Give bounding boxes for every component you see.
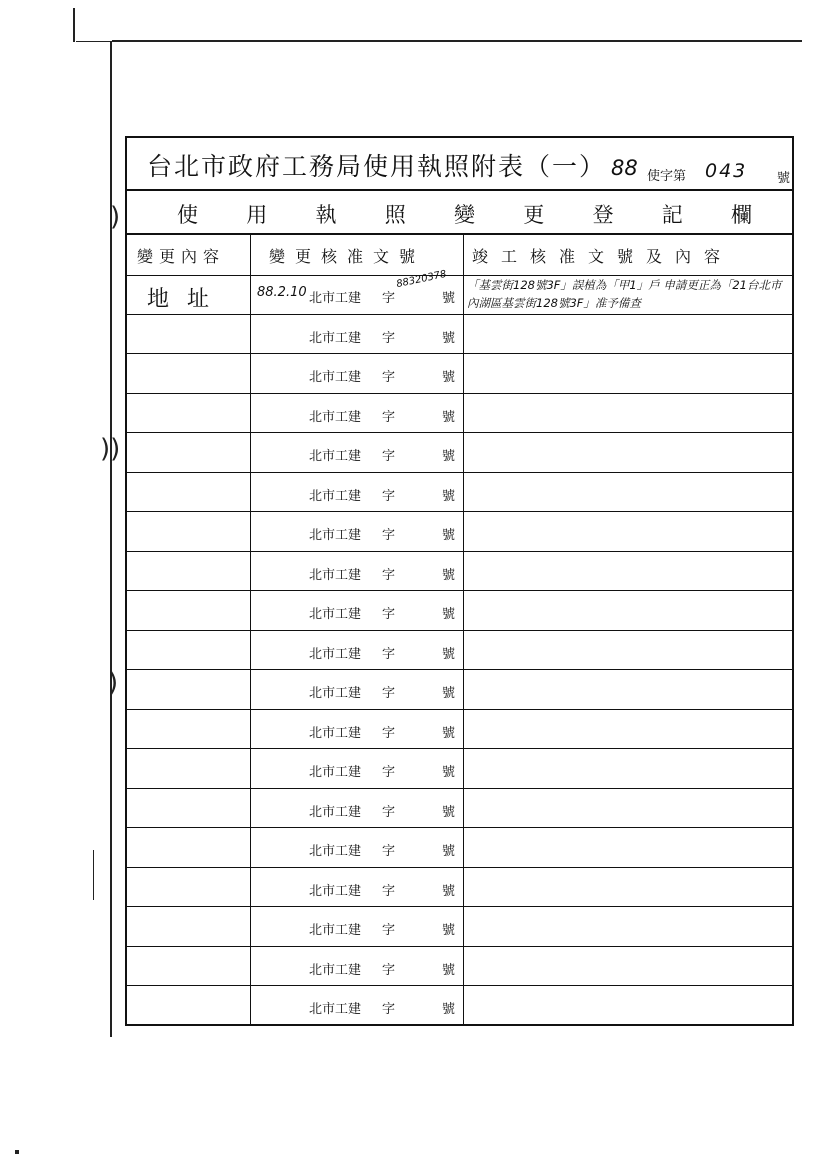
approval-hao: 號 (442, 330, 456, 346)
table-row (127, 591, 792, 631)
approval-serial: 88320378 (395, 268, 448, 291)
table-row (127, 354, 792, 394)
approval-hao: 號 (442, 607, 456, 622)
approval-prefix: 北市工建 (309, 923, 362, 938)
approval-prefix: 北市工建 (309, 962, 362, 978)
subtitle-char: 記 (661, 203, 683, 227)
approval-zi: 字 (382, 607, 396, 622)
approval-zi: 字 (382, 646, 396, 662)
approval-zi: 字 (382, 1002, 396, 1017)
approval-prefix: 北市工建 (309, 291, 362, 306)
permit-suffix: 號 (777, 171, 791, 186)
approval-prefix: 北市工建 (309, 370, 362, 385)
table-row (127, 749, 792, 789)
approval-zi: 字 (382, 686, 396, 701)
approval-hao: 號 (442, 725, 456, 741)
approval-zi: 字 (382, 765, 396, 780)
approval-prefix: 北市工建 (309, 725, 362, 741)
subtitle-char: 照 (384, 203, 406, 227)
table-row (127, 986, 792, 1026)
column-header-row (127, 233, 792, 276)
approval-prefix: 北市工建 (309, 409, 362, 425)
scan-line-top (76, 41, 112, 42)
approval-date: 88.2.10 (257, 285, 307, 300)
subtitle-char: 變 (454, 203, 475, 227)
form-title: 台北市政府工務局使用執照附表（一） (147, 152, 607, 181)
approval-zi: 字 (382, 528, 396, 543)
table-row (127, 394, 792, 434)
approval-hao: 號 (442, 567, 456, 583)
scan-border-top (112, 40, 802, 42)
approval-hao: 號 (442, 370, 456, 385)
scan-mark-top (73, 8, 75, 42)
subtitle-char: 執 (315, 203, 337, 227)
title-row (127, 138, 792, 191)
approval-prefix: 北市工建 (309, 844, 362, 859)
approval-prefix: 北市工建 (309, 804, 362, 820)
table-row (127, 868, 792, 908)
scan-border-left (110, 42, 112, 1037)
approval-hao: 號 (442, 409, 456, 425)
approval-zi: 字 (382, 488, 396, 504)
approval-zi: 字 (382, 962, 396, 978)
change-item: 地址 (147, 287, 228, 312)
approval-prefix: 北市工建 (309, 449, 362, 464)
table-row (127, 631, 792, 671)
binding-mark-2: )) (100, 434, 121, 464)
approval-prefix: 北市工建 (309, 488, 362, 504)
binding-mark-1: ) (110, 202, 121, 232)
column-header-completion-content: 竣工核准文號及內容 (472, 247, 734, 266)
approval-prefix: 北市工建 (309, 646, 362, 662)
approval-prefix: 北市工建 (309, 607, 362, 622)
subtitle (127, 199, 792, 229)
approval-prefix: 北市工建 (309, 1002, 362, 1017)
approval-prefix: 北市工建 (309, 567, 362, 583)
approval-zi: 字 (382, 409, 396, 425)
table-row (127, 828, 792, 868)
approval-zi: 字 (382, 449, 396, 464)
table-row (127, 670, 792, 710)
approval-prefix: 北市工建 (309, 883, 362, 899)
approval-hao: 號 (442, 804, 456, 820)
approval-hao: 號 (442, 646, 456, 662)
approval-hao: 號 (442, 883, 456, 899)
approval-hao: 號 (442, 488, 456, 504)
approval-zi: 字 (382, 923, 396, 938)
approval-hao: 號 (442, 291, 456, 306)
table-row (127, 907, 792, 947)
approval-zi: 字 (382, 804, 396, 820)
approval-hao: 號 (442, 765, 456, 780)
scan-dot-bottom (15, 1150, 19, 1154)
table-row (127, 473, 792, 513)
approval-zi: 字 (382, 567, 396, 583)
subtitle-char: 欄 (731, 203, 752, 227)
column-header-approval-number: 變更核准文號 (269, 247, 426, 266)
permit-number: 043 (705, 160, 748, 182)
permit-type-label: 使字第 (647, 169, 687, 184)
table-row (127, 947, 792, 987)
subtitle-char: 更 (523, 203, 545, 227)
approval-hao: 號 (442, 449, 456, 464)
approval-prefix: 北市工建 (309, 330, 362, 346)
table-row (127, 512, 792, 552)
binding-mark-3: ) (108, 668, 119, 698)
scan-line-side (93, 850, 94, 900)
permit-year: 88 (611, 156, 638, 180)
table-row (127, 789, 792, 829)
approval-zi: 字 (382, 725, 396, 741)
subtitle-char: 使 (177, 203, 198, 227)
subtitle-row (127, 189, 792, 235)
approval-zi: 字 (382, 291, 396, 306)
table-row (127, 710, 792, 750)
approval-hao: 號 (442, 923, 456, 938)
subtitle-char: 登 (592, 203, 614, 227)
table-row (127, 315, 792, 355)
permit-appendix-form (125, 136, 794, 1026)
approval-hao: 號 (442, 528, 456, 543)
approval-hao: 號 (442, 1002, 456, 1017)
table-row (127, 268, 792, 315)
approval-zi: 字 (382, 370, 396, 385)
approval-zi: 字 (382, 330, 396, 346)
column-header-change-item: 變更內容 (137, 247, 226, 266)
completion-content: 「基雲街128號3F」誤植為「甲1」戶 申請更正為「21台北市內湖區基雲街128號3F」准予備查 (467, 278, 782, 310)
approval-zi: 字 (382, 883, 396, 899)
approval-prefix: 北市工建 (309, 765, 362, 780)
approval-hao: 號 (442, 962, 456, 978)
approval-zi: 字 (382, 844, 396, 859)
approval-hao: 號 (442, 686, 456, 701)
table-row (127, 433, 792, 473)
approval-prefix: 北市工建 (309, 528, 362, 543)
subtitle-char: 用 (246, 203, 268, 227)
approval-prefix: 北市工建 (309, 686, 362, 701)
approval-hao: 號 (442, 844, 456, 859)
table-row (127, 552, 792, 592)
register-rows (127, 268, 792, 1026)
